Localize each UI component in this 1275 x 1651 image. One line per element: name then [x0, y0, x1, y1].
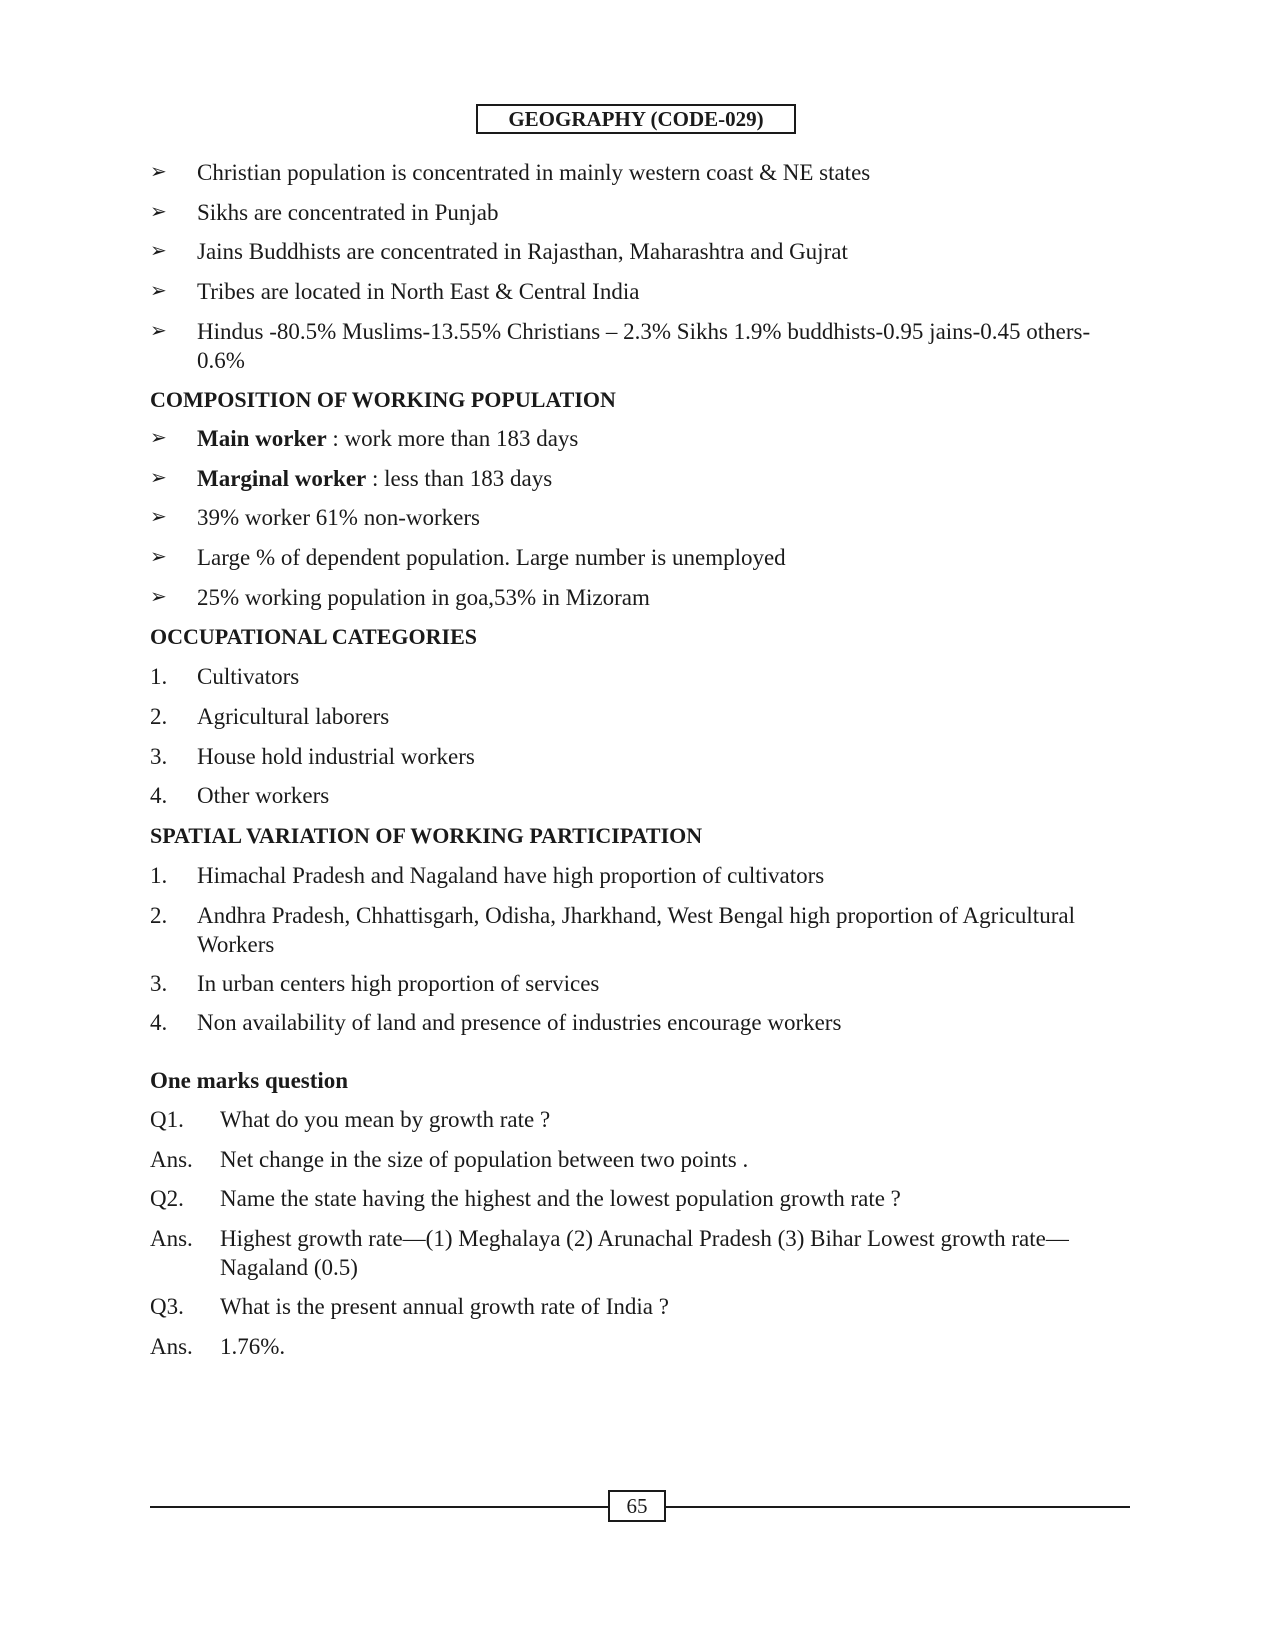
- question-row: [150, 1105, 1130, 1134]
- section-heading-spatial: SPATIAL VARIATION OF WORKING PARTICIPATION: [150, 823, 703, 848]
- bullet-text: [197, 424, 1130, 453]
- section-heading-questions: One marks question: [150, 1068, 349, 1093]
- bullet-text: Sikhs are concentrated in Punjab: [197, 200, 499, 225]
- bullet-item: [150, 464, 1130, 493]
- bullet-text: 25% working population in goa,53% in Mizoram: [197, 585, 650, 610]
- item-number: 1.: [150, 664, 168, 689]
- bullet-item: [150, 277, 1130, 306]
- numbered-item: [150, 662, 1130, 691]
- numbered-item: [150, 742, 1130, 771]
- bullet-item: [150, 503, 1130, 532]
- bullet-item: [150, 543, 1130, 572]
- bullet-item: [150, 424, 1130, 453]
- answer-label: Ans.: [150, 1147, 193, 1172]
- bullet-item: [150, 237, 1130, 266]
- item-number: 3.: [150, 744, 168, 769]
- numbered-item: [150, 969, 1130, 998]
- arrow-bullet-icon: ➢: [150, 467, 167, 489]
- arrow-bullet-icon: ➢: [150, 546, 167, 568]
- item-number: 2.: [150, 903, 168, 928]
- answer-text: Net change in the size of population between two points .: [220, 1147, 749, 1172]
- item-text: House hold industrial workers: [197, 744, 475, 769]
- numbered-item: [150, 901, 1130, 959]
- item-number: 4.: [150, 1010, 168, 1035]
- answer-row: [150, 1145, 1130, 1174]
- arrow-bullet-icon: ➢: [150, 506, 167, 528]
- item-text: Other workers: [197, 783, 330, 808]
- section-heading-working: COMPOSITION OF WORKING POPULATION: [150, 387, 616, 412]
- question-label: Q3.: [150, 1294, 184, 1319]
- bullet-text: Tribes are located in North East & Central India: [197, 279, 640, 304]
- item-text: Andhra Pradesh, Chhattisgarh, Odisha, Jharkhand, West Bengal high proportion of Agricultural Workers: [197, 903, 1075, 957]
- footer-rule-right: [666, 1506, 1130, 1508]
- numbered-item: [150, 702, 1130, 731]
- item-text: In urban centers high proportion of services: [197, 971, 600, 996]
- answer-label: Ans.: [150, 1226, 193, 1251]
- numbered-item: [150, 781, 1130, 810]
- question-text: Name the state having the highest and the lowest population growth rate ?: [220, 1186, 901, 1211]
- item-number: 4.: [150, 783, 168, 808]
- question-label: Q1.: [150, 1107, 184, 1132]
- question-label: Q2.: [150, 1186, 184, 1211]
- term-main-worker: Main worker: [197, 426, 327, 451]
- definition-main-worker: : work more than 183 days: [326, 426, 579, 451]
- definition-marginal-worker: : less than 183 days: [366, 466, 553, 491]
- arrow-bullet-icon: ➢: [150, 280, 167, 302]
- subject-header: GEOGRAPHY (CODE-029): [476, 104, 796, 134]
- answer-row: [150, 1224, 1130, 1282]
- page-number: 65: [608, 1490, 666, 1522]
- item-text: Agricultural laborers: [197, 704, 390, 729]
- item-text: Himachal Pradesh and Nagaland have high proportion of cultivators: [197, 863, 825, 888]
- item-text: Cultivators: [197, 664, 300, 689]
- bullet-item: [150, 158, 1130, 187]
- bullet-text: Large % of dependent population. Large number is unemployed: [197, 545, 786, 570]
- arrow-bullet-icon: ➢: [150, 427, 167, 449]
- bullet-item: [150, 198, 1130, 227]
- arrow-bullet-icon: ➢: [150, 320, 167, 342]
- item-number: 1.: [150, 863, 168, 888]
- numbered-item: [150, 861, 1130, 890]
- item-text: Non availability of land and presence of industries encourage workers: [197, 1010, 842, 1035]
- bullet-text: Jains Buddhists are concentrated in Rajasthan, Maharashtra and Gujrat: [197, 239, 848, 264]
- bullet-text: Hindus -80.5% Muslims-13.55% Christians – 2.3% Sikhs 1.9% buddhists-0.95 jains-0.45 others-0.6%: [197, 319, 1091, 373]
- term-marginal-worker: Marginal worker: [197, 466, 367, 491]
- arrow-bullet-icon: ➢: [150, 240, 167, 262]
- bullet-item: [150, 317, 1130, 375]
- numbered-item: [150, 1008, 1130, 1037]
- question-row: [150, 1184, 1130, 1213]
- section-heading-occupational: OCCUPATIONAL CATEGORIES: [150, 624, 477, 649]
- bullet-item: [150, 583, 1130, 612]
- arrow-bullet-icon: ➢: [150, 586, 167, 608]
- question-text: What do you mean by growth rate ?: [220, 1107, 551, 1132]
- item-number: 2.: [150, 704, 168, 729]
- answer-text: 1.76%.: [220, 1334, 286, 1359]
- item-number: 3.: [150, 971, 168, 996]
- footer-rule-left: [150, 1506, 608, 1508]
- bullet-text: Christian population is concentrated in mainly western coast & NE states: [197, 160, 871, 185]
- question-text: What is the present annual growth rate of India ?: [220, 1294, 669, 1319]
- arrow-bullet-icon: ➢: [150, 161, 167, 183]
- answer-text: Highest growth rate—(1) Meghalaya (2) Arunachal Pradesh (3) Bihar Lowest growth rate—Nagaland (0.5): [220, 1226, 1069, 1280]
- bullet-text: [197, 464, 1130, 493]
- answer-label: Ans.: [150, 1334, 193, 1359]
- answer-row: [150, 1332, 1130, 1361]
- bullet-text: 39% worker 61% non-workers: [197, 505, 480, 530]
- arrow-bullet-icon: ➢: [150, 201, 167, 223]
- question-row: [150, 1292, 1130, 1321]
